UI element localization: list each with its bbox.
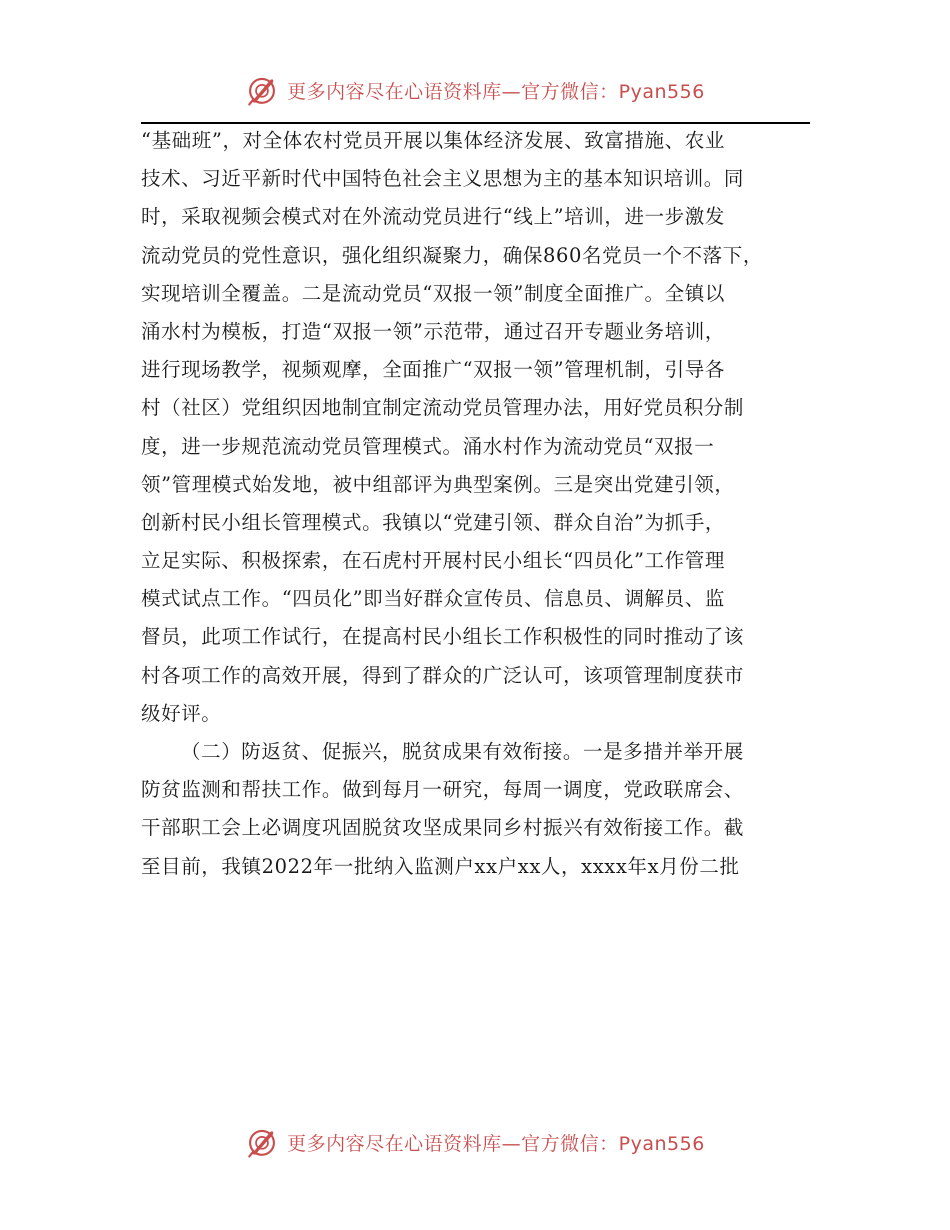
body-line: 时，采取视频会模式对在外流动党员进行“线上”培训，进一步激发 bbox=[141, 205, 725, 229]
body-line: 流动党员的党性意识，强化组织凝聚力，确保860名党员一个不落下， bbox=[141, 243, 763, 267]
feather-pen-logo-icon bbox=[245, 1125, 279, 1159]
body-line: 实现培训全覆盖。二是流动党员“双报一领”制度全面推广。全镇以 bbox=[141, 281, 725, 305]
body-line: 村（社区）党组织因地制宜制定流动党员管理办法，用好党员积分制 bbox=[141, 396, 745, 420]
body-line: 防贫监测和帮扶工作。做到每月一研究，每周一调度，党政联席会、 bbox=[141, 778, 745, 802]
body-line: 涌水村为模板，打造“双报一领”示范带，通过召开专题业务培训， bbox=[141, 319, 725, 343]
body-line: 级好评。 bbox=[141, 701, 222, 725]
body-line: 度，进一步规范流动党员管理模式。涌水村作为流动党员“双报一 bbox=[141, 434, 715, 458]
body-line: 干部职工会上必调度巩固脱贫攻坚成果同乡村振兴有效衔接工作。截 bbox=[141, 816, 745, 840]
body-line: 模式试点工作。“四员化”即当好群众宣传员、信息员、调解员、监 bbox=[141, 587, 725, 611]
body-line: “基础班”，对全体农村党员开展以集体经济发展、致富措施、农业 bbox=[141, 129, 725, 152]
header-banner bbox=[0, 70, 950, 110]
body-line: 进行现场教学，视频观摩，全面推广“双报一领”管理机制，引导各 bbox=[141, 358, 725, 382]
document-body bbox=[141, 122, 801, 886]
footer-banner-text: 更多内容尽在心语资料库—官方微信：Pyan556 bbox=[287, 1132, 705, 1155]
footer-banner bbox=[0, 1122, 950, 1162]
body-line: 至目前，我镇2022年一批纳入监测户xx户xx人，xxxx年x月份二批 bbox=[141, 854, 740, 878]
body-line: 创新村民小组长管理模式。我镇以“党建引领、群众自治”为抓手， bbox=[141, 510, 725, 534]
section-heading-line: （二）防返贫、促振兴，脱贫成果有效衔接。一是多措并举开展 bbox=[181, 740, 744, 763]
body-line: 立足实际、积极探索，在石虎村开展村民小组长“四员化”工作管理 bbox=[141, 549, 725, 573]
body-line: 督员，此项工作试行，在提高村民小组长工作积极性的同时推动了该 bbox=[141, 625, 745, 649]
header-banner-text: 更多内容尽在心语资料库—官方微信：Pyan556 bbox=[287, 80, 705, 103]
body-line: 领”管理模式始发地，被中组部评为典型案例。三是突出党建引领， bbox=[141, 472, 735, 496]
body-line: 技术、习近平新时代中国特色社会主义思想为主的基本知识培训。同 bbox=[141, 167, 745, 191]
body-line: 村各项工作的高效开展，得到了群众的广泛认可，该项管理制度获市 bbox=[141, 663, 745, 687]
feather-pen-logo-icon bbox=[245, 73, 279, 107]
